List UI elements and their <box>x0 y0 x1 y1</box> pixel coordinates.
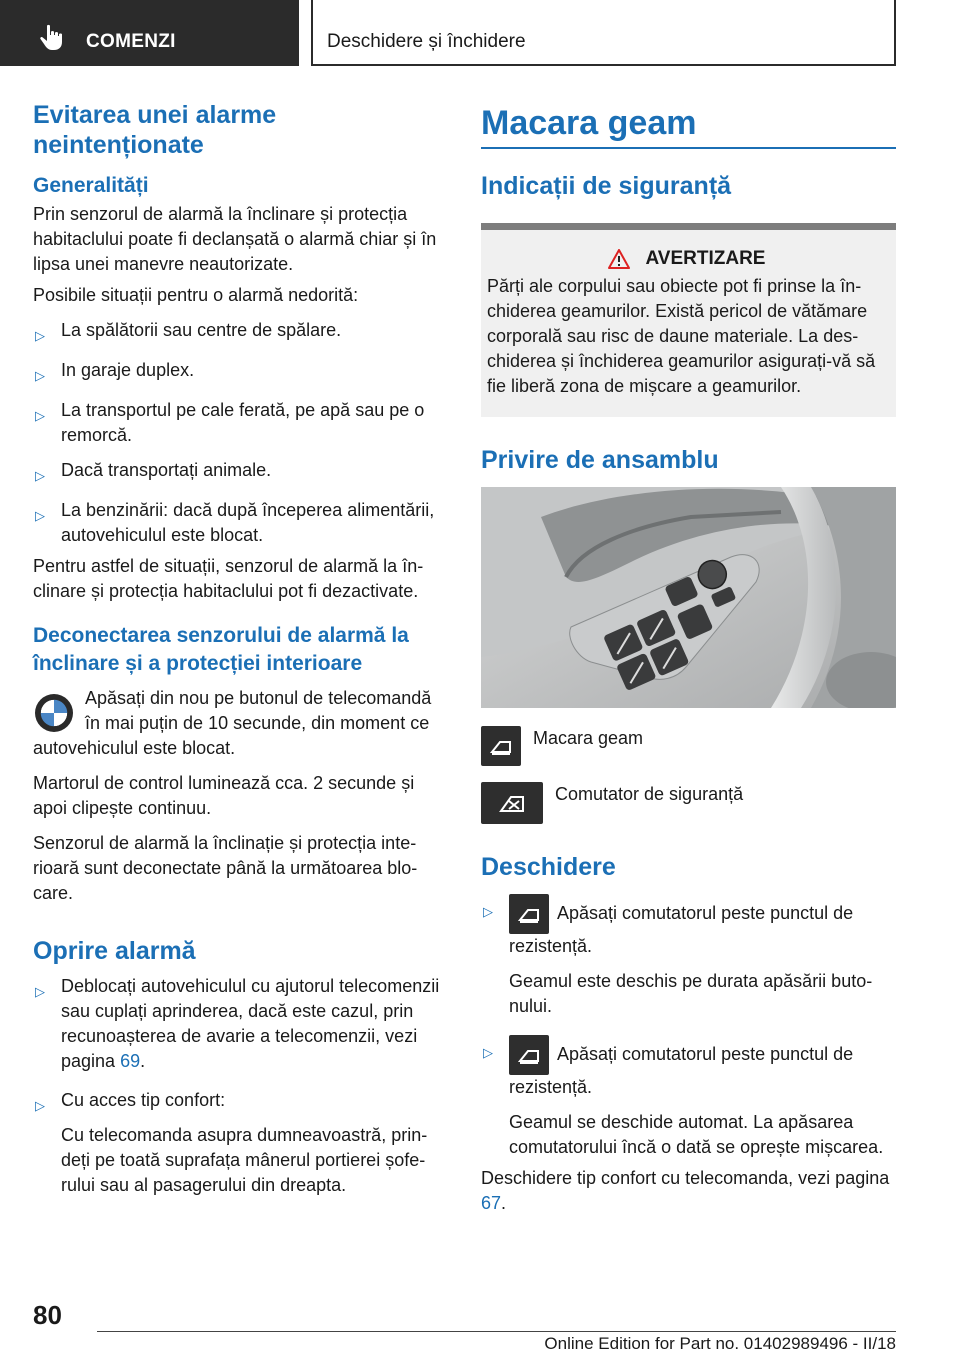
deactivate-paragraph-2: Martorul de control luminează cca. 2 secunde și apoi clipește continuu. <box>33 773 415 818</box>
stop-alarm-heading: Oprire alarmă <box>33 937 196 965</box>
page-link-67[interactable]: 67 <box>481 1193 502 1213</box>
warning-title: AVERTIZARE <box>645 248 766 269</box>
bullet-triangle-icon: ▷ <box>35 1098 45 1113</box>
hand-pointer-icon <box>38 23 68 53</box>
overview-heading: Privire de ansamblu <box>481 446 719 474</box>
section-tab <box>0 0 299 66</box>
title-rule <box>481 147 896 149</box>
car-key-remote-icon <box>33 692 75 734</box>
window-lift-title: Macara geam <box>481 104 697 142</box>
list-item: ▷ La spălătorii sau centre de spălare. <box>33 318 448 348</box>
bullet-triangle-icon: ▷ <box>35 408 45 423</box>
bullet-triangle-icon: ▷ <box>483 904 493 919</box>
door-panel-switches-image <box>481 487 896 708</box>
window-switch-icon <box>509 894 549 934</box>
chapter-title: Deschidere și închidere <box>327 31 526 52</box>
bullet-triangle-icon: ▷ <box>35 328 45 343</box>
legend-row-safety-switch <box>481 782 896 824</box>
bullet-triangle-icon: ▷ <box>35 468 45 483</box>
general-heading: Generalități <box>33 174 149 197</box>
general-paragraph-1: Prin senzorul de alarmă la înclinare și protecția habitaclului poate fi declanșată o alarmă chiar și în lipsa unei manevre neautorizate. <box>33 204 437 274</box>
list-item: ▷ Cu acces tip confort: Cu telecomanda asupra dumneavoastră, prindeți pe toată suprafața mânerul portierei șoferului sau al pasagerului din dreapta. <box>33 1088 448 1198</box>
warning-box <box>481 223 896 417</box>
general-paragraph-3: Pentru astfel de situații, senzorul de alarmă la înclinare și protecția habitaclului pot fi dezactivate. <box>33 556 424 601</box>
bullet-triangle-icon: ▷ <box>35 368 45 383</box>
general-paragraph-2: Posibile situații pentru o alarmă nedorită: <box>33 285 359 305</box>
list-item: ▷ Apăsați comutatorul peste punctul de rezistență. Geamul se deschide automat. La apăsarea comutatorului încă o dată se oprește mișcarea. <box>481 1035 896 1160</box>
list-item: ▷ In garaje duplex. <box>33 358 448 388</box>
window-switch-icon <box>481 726 521 766</box>
legend-label-2: Comutator de siguranță <box>555 784 744 804</box>
legend-row-window-lift <box>481 726 896 766</box>
bullet-triangle-icon: ▷ <box>35 984 45 999</box>
deactivate-paragraph-1: Apăsați din nou pe butonul de telecomandă în mai puțin de 10 secunde, din moment ce autovehiculul este blocat. <box>33 688 432 758</box>
list-item: ▷ Deblocați autovehiculul cu ajutorul telecomenzii sau cuplați aprinderea, dacă este cazul, prin recunoașterea de avarie a telecomenzii, vezi pagina 69. <box>33 974 448 1074</box>
bullet-triangle-icon: ▷ <box>483 1045 493 1060</box>
list-item: ▷ Apăsați comutatorul peste punctul de rezistență. Geamul este deschis pe durata apăsării butonului. <box>481 894 896 1019</box>
warning-triangle-icon <box>608 249 630 269</box>
chapter-tab <box>311 0 896 66</box>
section-label: COMENZI <box>86 31 176 52</box>
safety-switch-icon <box>481 782 543 824</box>
legend-label-1: Macara geam <box>533 728 644 748</box>
edition-footer: Online Edition for Part no. 01402989496 - II/18 <box>544 1334 896 1353</box>
deactivate-heading: Deconectarea senzorului de alarmă la înclinare și a protecției interioare <box>33 624 409 675</box>
left-column <box>33 100 448 1198</box>
deactivate-paragraph-3: Senzorul de alarmă la înclinație și protecția interioară sunt deconectate până la următoarea blocare. <box>33 833 418 903</box>
bullet-triangle-icon: ▷ <box>35 508 45 523</box>
page-link-69[interactable]: 69 <box>120 1051 141 1071</box>
list-item: ▷ Dacă transportați animale. <box>33 458 448 488</box>
open-heading: Deschidere <box>481 853 616 881</box>
window-switch-icon <box>509 1035 549 1075</box>
page-number: 80 <box>33 1300 62 1330</box>
safety-heading: Indicații de siguranță <box>481 172 732 200</box>
warning-text: Părți ale corpului sau obiecte pot fi prinse la închiderea geamurilor. Există pericol de vătămare corporală sau risc de daune materiale. La deschiderea și închiderea geamurilor asigurați-vă să fie liberă zona de mișcare a geamurilor. <box>487 276 876 396</box>
situations-list <box>33 318 448 548</box>
alarm-title: Evitarea unei alarme neintenționate <box>33 101 277 159</box>
list-item: ▷ La transportul pe cale ferată, pe apă sau pe o remorcă. <box>33 398 448 448</box>
comfort-open-text: Deschidere tip confort cu telecomanda, vezi pagina 67. <box>481 1168 890 1213</box>
list-item: ▷ La benzinării: dacă după începerea alimentării, autovehiculul este blocat. <box>33 498 448 548</box>
footer-rule <box>97 1331 896 1332</box>
right-column <box>481 100 896 1216</box>
